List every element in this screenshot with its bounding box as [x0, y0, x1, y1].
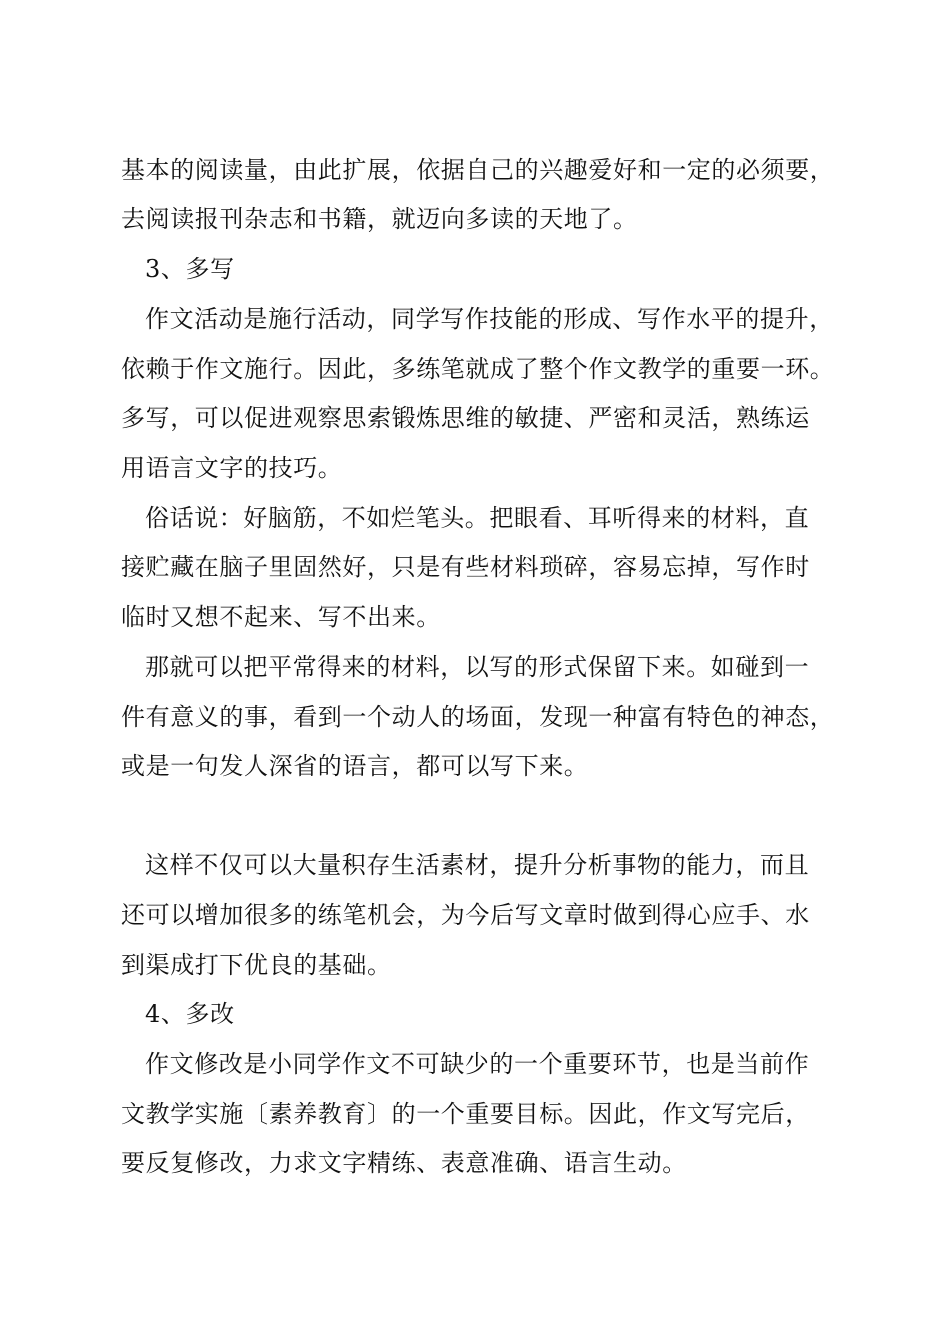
- text-line: 基本的阅读量，由此扩展，依据自己的兴趣爱好和一定的必须要，: [121, 156, 835, 184]
- text-line: 依赖于作文施行。因此，多练笔就成了整个作文教学的重要一环。: [121, 355, 835, 383]
- text-line: 俗话说：好脑筋，不如烂笔头。把眼看、耳听得来的材料，直: [145, 504, 810, 532]
- text-line: 那就可以把平常得来的材料，以写的形式保留下来。如碰到一: [145, 653, 810, 681]
- text-line: 这样不仅可以大量积存生活素材，提升分析事物的能力，而且: [145, 851, 810, 879]
- text-line: 临时又想不起来、写不出来。: [121, 603, 441, 631]
- text-line: 到渠成打下优良的基础。: [121, 951, 392, 979]
- section-heading-3: 3、多写: [145, 255, 235, 283]
- text-line: 要反复修改，力求文字精练、表意准确、语言生动。: [121, 1149, 687, 1177]
- text-line: 还可以增加很多的练笔机会，为今后写文章时做到得心应手、水: [121, 901, 810, 929]
- section-heading-4: 4、多改: [145, 1000, 235, 1028]
- text-line: 接贮藏在脑子里固然好，只是有些材料琐碎，容易忘掉，写作时: [121, 553, 810, 581]
- text-line: 作文活动是施行活动，同学写作技能的形成、写作水平的提升，: [145, 305, 834, 333]
- text-line: 件有意义的事，看到一个动人的场面，发现一种富有特色的神态，: [121, 703, 835, 731]
- text-line: 多写，可以促进观察思索锻炼思维的敏捷、严密和灵活，熟练运: [121, 404, 810, 432]
- text-line: 文教学实施〔素养教育〕的一个重要目标。因此，作文写完后，: [121, 1100, 810, 1128]
- text-line: 作文修改是小同学作文不可缺少的一个重要环节，也是当前作: [145, 1050, 810, 1078]
- text-line: 用语言文字的技巧。: [121, 454, 343, 482]
- text-line: 或是一句发人深省的语言，都可以写下来。: [121, 752, 589, 780]
- text-line: 去阅读报刊杂志和书籍，就迈向多读的天地了。: [121, 205, 638, 233]
